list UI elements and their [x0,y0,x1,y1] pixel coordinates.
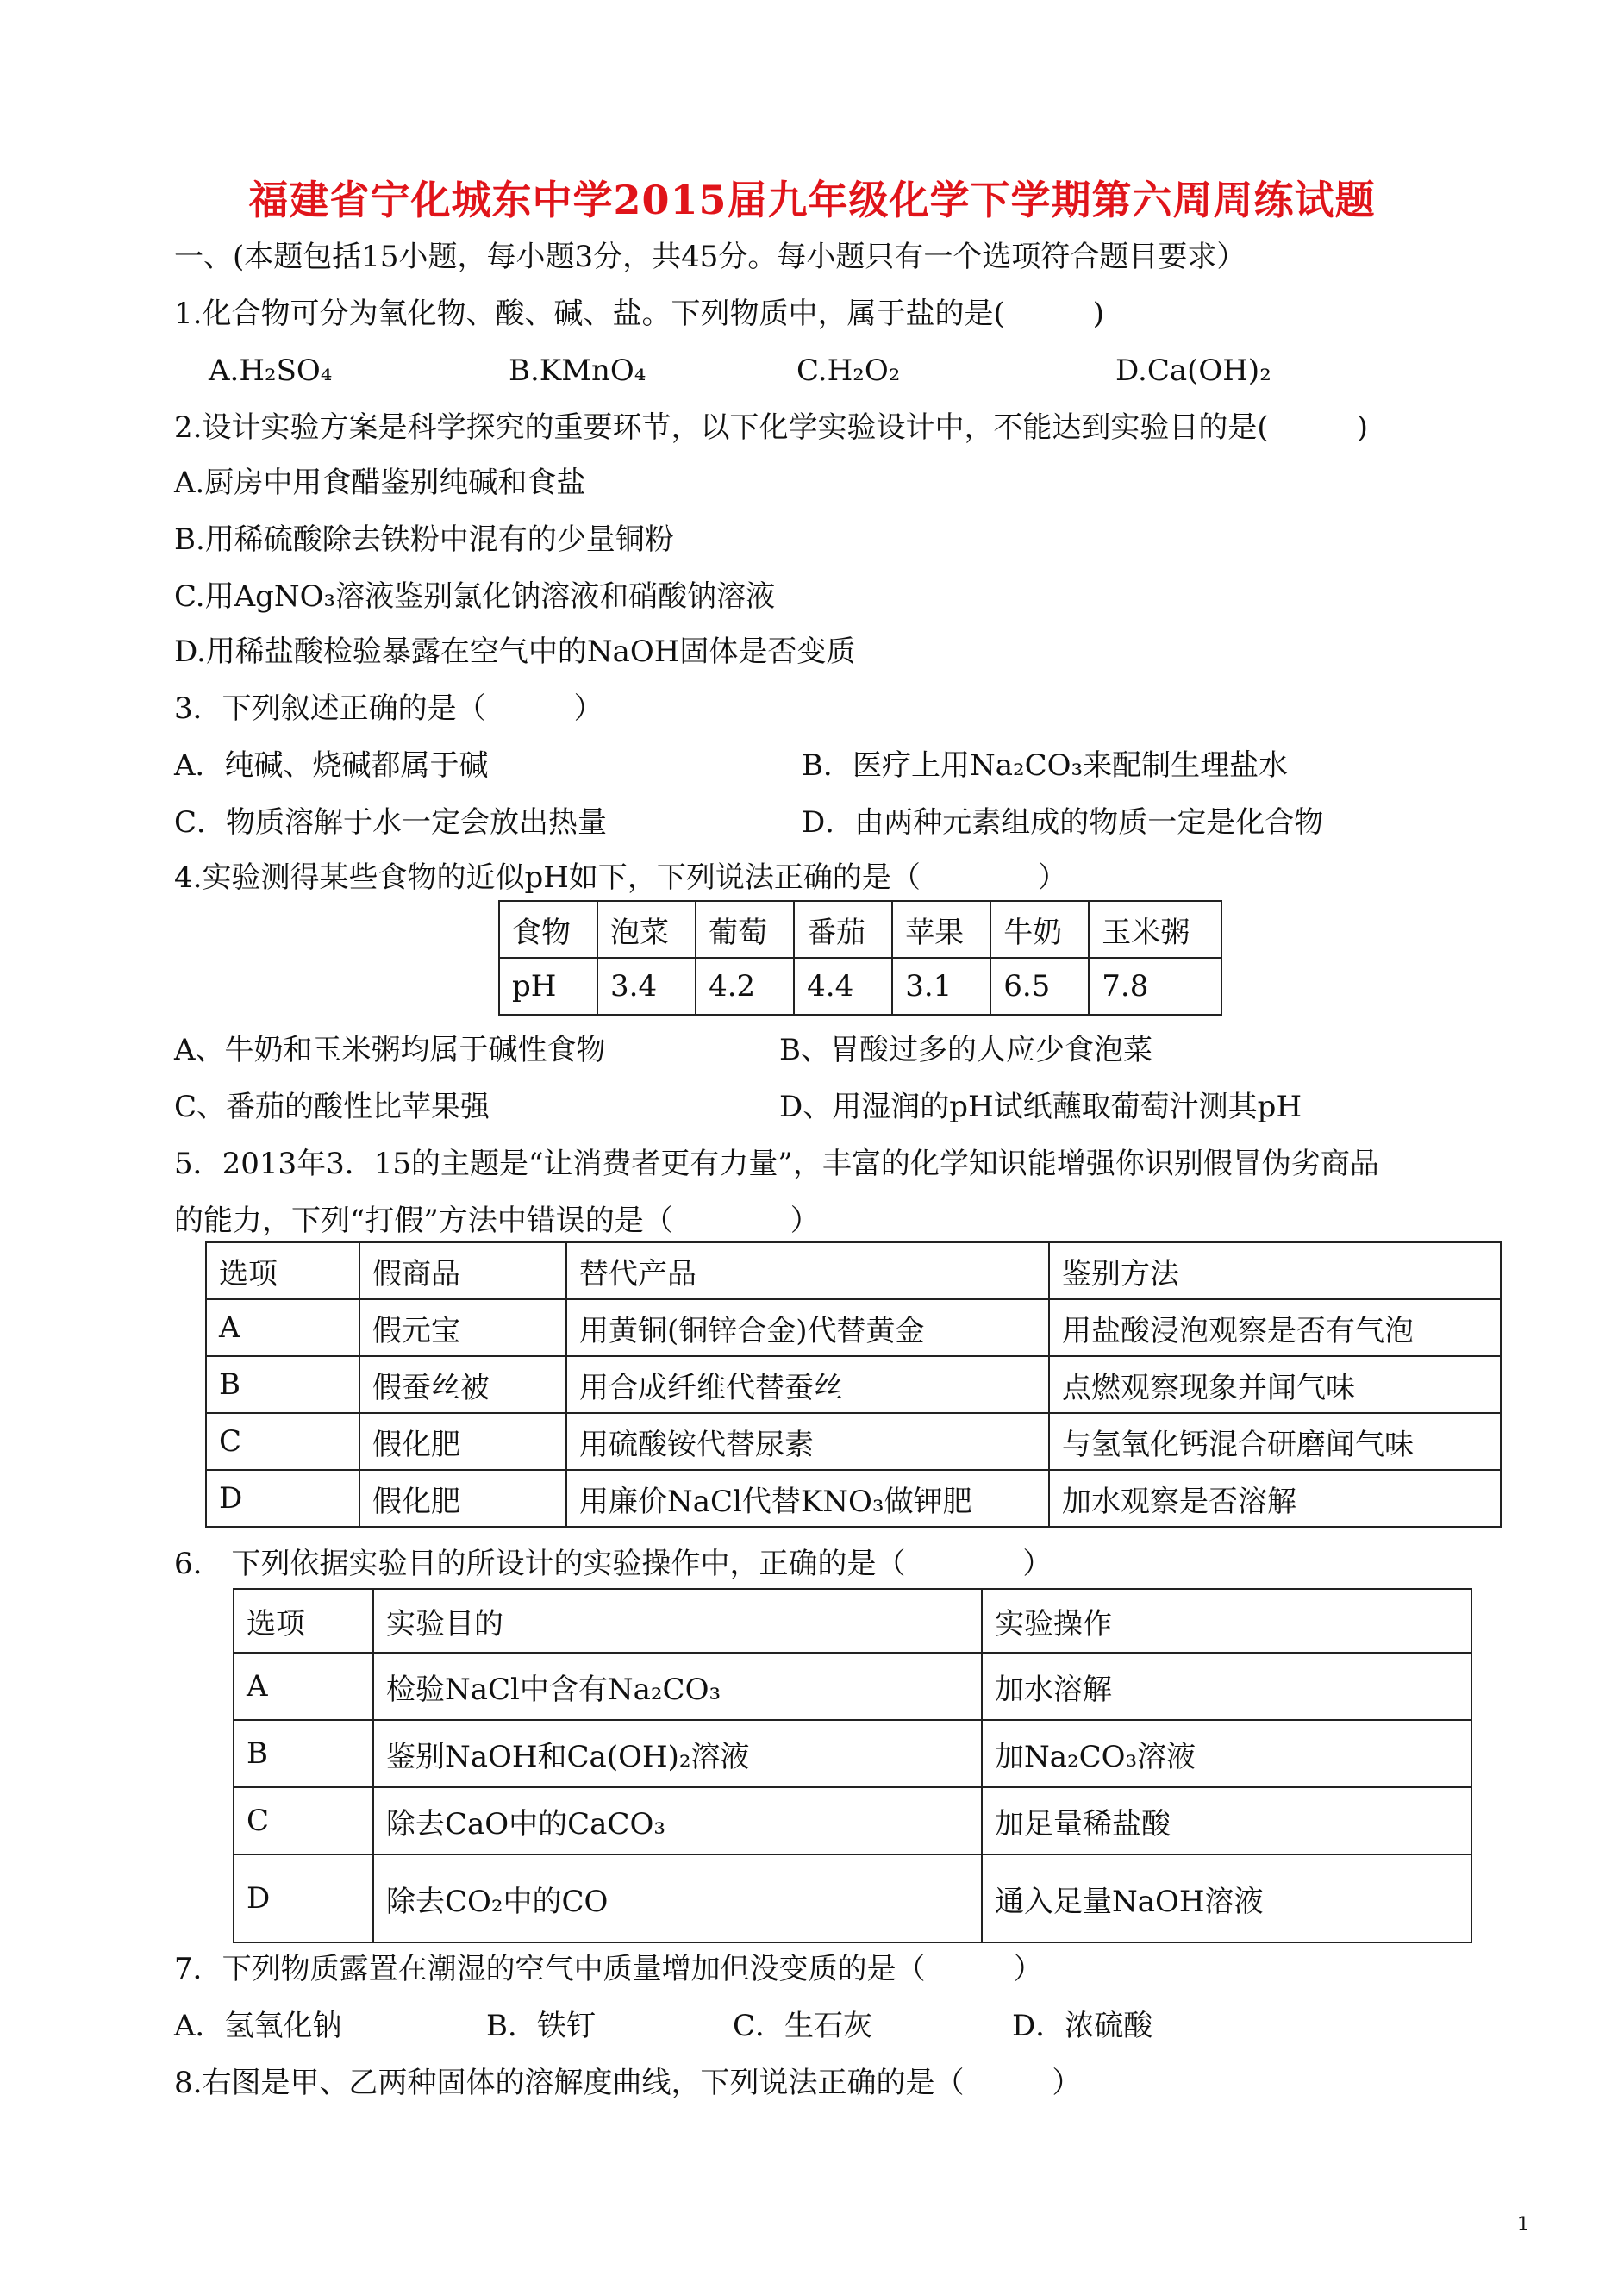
table-cell: 实验目的 [373,1589,982,1653]
table-row [234,1787,1471,1854]
question-3-option-a: A．纯碱、烧碱都属于碱 [174,748,489,783]
question-1-option-d: D.Ca(OH)₂ [1115,353,1271,388]
question-2-option-d: D.用稀盐酸检验暴露在空气中的NaOH固体是否变质 [174,635,856,669]
table-cell: D [234,1854,373,1942]
question-7-stem: 7．下列物质露置在潮湿的空气中质量增加但没变质的是（ ） [174,1952,1043,1986]
table-cell: 番茄 [794,901,892,958]
question-4-option-a: A、牛奶和玉米粥均属于碱性食物 [174,1033,606,1067]
table-row [206,1299,1501,1356]
table-cell: A [234,1653,373,1720]
table-cell: 假化肥 [359,1413,566,1470]
table-cell: 用盐酸浸泡观察是否有气泡 [1049,1299,1501,1356]
table-cell: 4.2 [696,958,794,1015]
question-2-option-a: A.厨房中用食醋鉴别纯碱和食盐 [174,466,586,500]
table-cell: 检验NaCl中含有Na₂CO₃ [373,1653,982,1720]
table-cell: 假商品 [359,1242,566,1299]
table-cell: 加水溶解 [982,1653,1471,1720]
table-cell: 泡菜 [597,901,696,958]
table-cell: 加水观察是否溶解 [1049,1470,1501,1527]
table-cell: 6.5 [990,958,1089,1015]
table-cell: A [206,1299,359,1356]
table-cell: 用廉价NaCl代替KNO₃做钾肥 [566,1470,1049,1527]
table-cell: 用合成纤维代替蚕丝 [566,1356,1049,1413]
table-row [234,1589,1471,1653]
table-cell: 选项 [234,1589,373,1653]
table-cell: 除去CaO中的CaCO₃ [373,1787,982,1854]
question-3-stem: 3．下列叙述正确的是（ ） [174,691,603,726]
table-cell: 用黄铜(铜锌合金)代替黄金 [566,1299,1049,1356]
table-row [234,1720,1471,1787]
question-1-option-b: B.KMnO₄ [509,353,646,388]
question-1-stem: 1.化合物可分为氧化物、酸、碱、盐。下列物质中，属于盐的是( ) [174,297,1104,331]
question-1-option-c: C.H₂O₂ [796,353,901,388]
question-1-option-a: A.H₂SO₄ [209,353,333,388]
question-2-option-c: C.用AgNO₃溶液鉴别氯化钠溶液和硝酸钠溶液 [174,579,776,614]
table-cell: 苹果 [892,901,990,958]
question-5-stem-line1: 5．2013年3．15的主题是“让消费者更有力量”，丰富的化学知识能增强你识别假冒伪劣商品 [174,1147,1379,1181]
table-cell: 实验操作 [982,1589,1471,1653]
table-cell: C [206,1413,359,1470]
table-cell: 鉴别NaOH和Ca(OH)₂溶液 [373,1720,982,1787]
table-cell: 假化肥 [359,1470,566,1527]
table-cell: 葡萄 [696,901,794,958]
table-cell: 与氢氧化钙混合研磨闻气味 [1049,1413,1501,1470]
table-cell: 加足量稀盐酸 [982,1787,1471,1854]
ph-table [498,900,1222,1016]
counterfeit-table [205,1241,1502,1528]
question-4-stem: 4.实验测得某些食物的近似pH如下，下列说法正确的是（ ） [174,860,1067,895]
question-7-option-b: B．铁钉 [486,2009,596,2043]
table-cell: B [234,1720,373,1787]
page-number: 1 [1517,2214,1529,2236]
question-4-option-c: C、番茄的酸性比苹果强 [174,1090,490,1124]
question-4-option-d: D、用湿润的pH试纸蘸取葡萄汁测其pH [779,1090,1302,1124]
table-cell: 3.4 [597,958,696,1015]
table-cell: 7.8 [1089,958,1221,1015]
table-cell: 食物 [499,901,597,958]
experiment-table [233,1588,1472,1943]
table-cell: 4.4 [794,958,892,1015]
table-row [499,958,1221,1015]
table-cell: 假元宝 [359,1299,566,1356]
table-cell: C [234,1787,373,1854]
page-title: 福建省宁化城东中学2015届九年级化学下学期第六周周练试题 [248,177,1376,223]
table-row [206,1470,1501,1527]
table-row [234,1854,1471,1942]
table-row [234,1653,1471,1720]
question-2-stem: 2.设计实验方案是科学探究的重要环节，以下化学实验设计中，不能达到实验目的是( ) [174,410,1368,445]
table-row [206,1413,1501,1470]
table-cell: 加Na₂CO₃溶液 [982,1720,1471,1787]
table-cell: B [206,1356,359,1413]
table-row [206,1356,1501,1413]
table-cell: 通入足量NaOH溶液 [982,1854,1471,1942]
table-row [499,901,1221,958]
table-cell: 替代产品 [566,1242,1049,1299]
question-3-option-b: B．医疗上用Na₂CO₃来配制生理盐水 [802,748,1289,783]
question-5-stem-line2: 的能力，下列“打假”方法中错误的是（ ） [174,1204,820,1238]
table-cell: pH [499,958,597,1015]
table-cell: 假蚕丝被 [359,1356,566,1413]
table-cell: 玉米粥 [1089,901,1221,958]
question-3-option-c: C．物质溶解于水一定会放出热量 [174,805,608,840]
table-cell: 点燃观察现象并闻气味 [1049,1356,1501,1413]
table-cell: D [206,1470,359,1527]
table-row [206,1242,1501,1299]
table-cell: 除去CO₂中的CO [373,1854,982,1942]
question-6-stem: 6. 下列依据实验目的所设计的实验操作中，正确的是（ ） [174,1547,1052,1581]
question-7-option-c: C．生石灰 [733,2009,873,2043]
table-cell: 选项 [206,1242,359,1299]
table-cell: 用硫酸铵代替尿素 [566,1413,1049,1470]
question-8-stem: 8.右图是甲、乙两种固体的溶解度曲线，下列说法正确的是（ ） [174,2066,1082,2100]
section-header: 一、(本题包括15小题，每小题3分，共45分。每小题只有一个选项符合题目要求） [174,240,1246,274]
question-3-option-d: D．由两种元素组成的物质一定是化合物 [802,805,1324,840]
question-4-option-b: B、胃酸过多的人应少食泡菜 [779,1033,1152,1067]
question-7-option-d: D．浓硫酸 [1012,2009,1153,2043]
table-cell: 牛奶 [990,901,1089,958]
table-cell: 鉴别方法 [1049,1242,1501,1299]
table-cell: 3.1 [892,958,990,1015]
question-7-option-a: A．氢氧化钠 [174,2009,342,2043]
question-2-option-b: B.用稀硫酸除去铁粉中混有的少量铜粉 [174,522,674,557]
